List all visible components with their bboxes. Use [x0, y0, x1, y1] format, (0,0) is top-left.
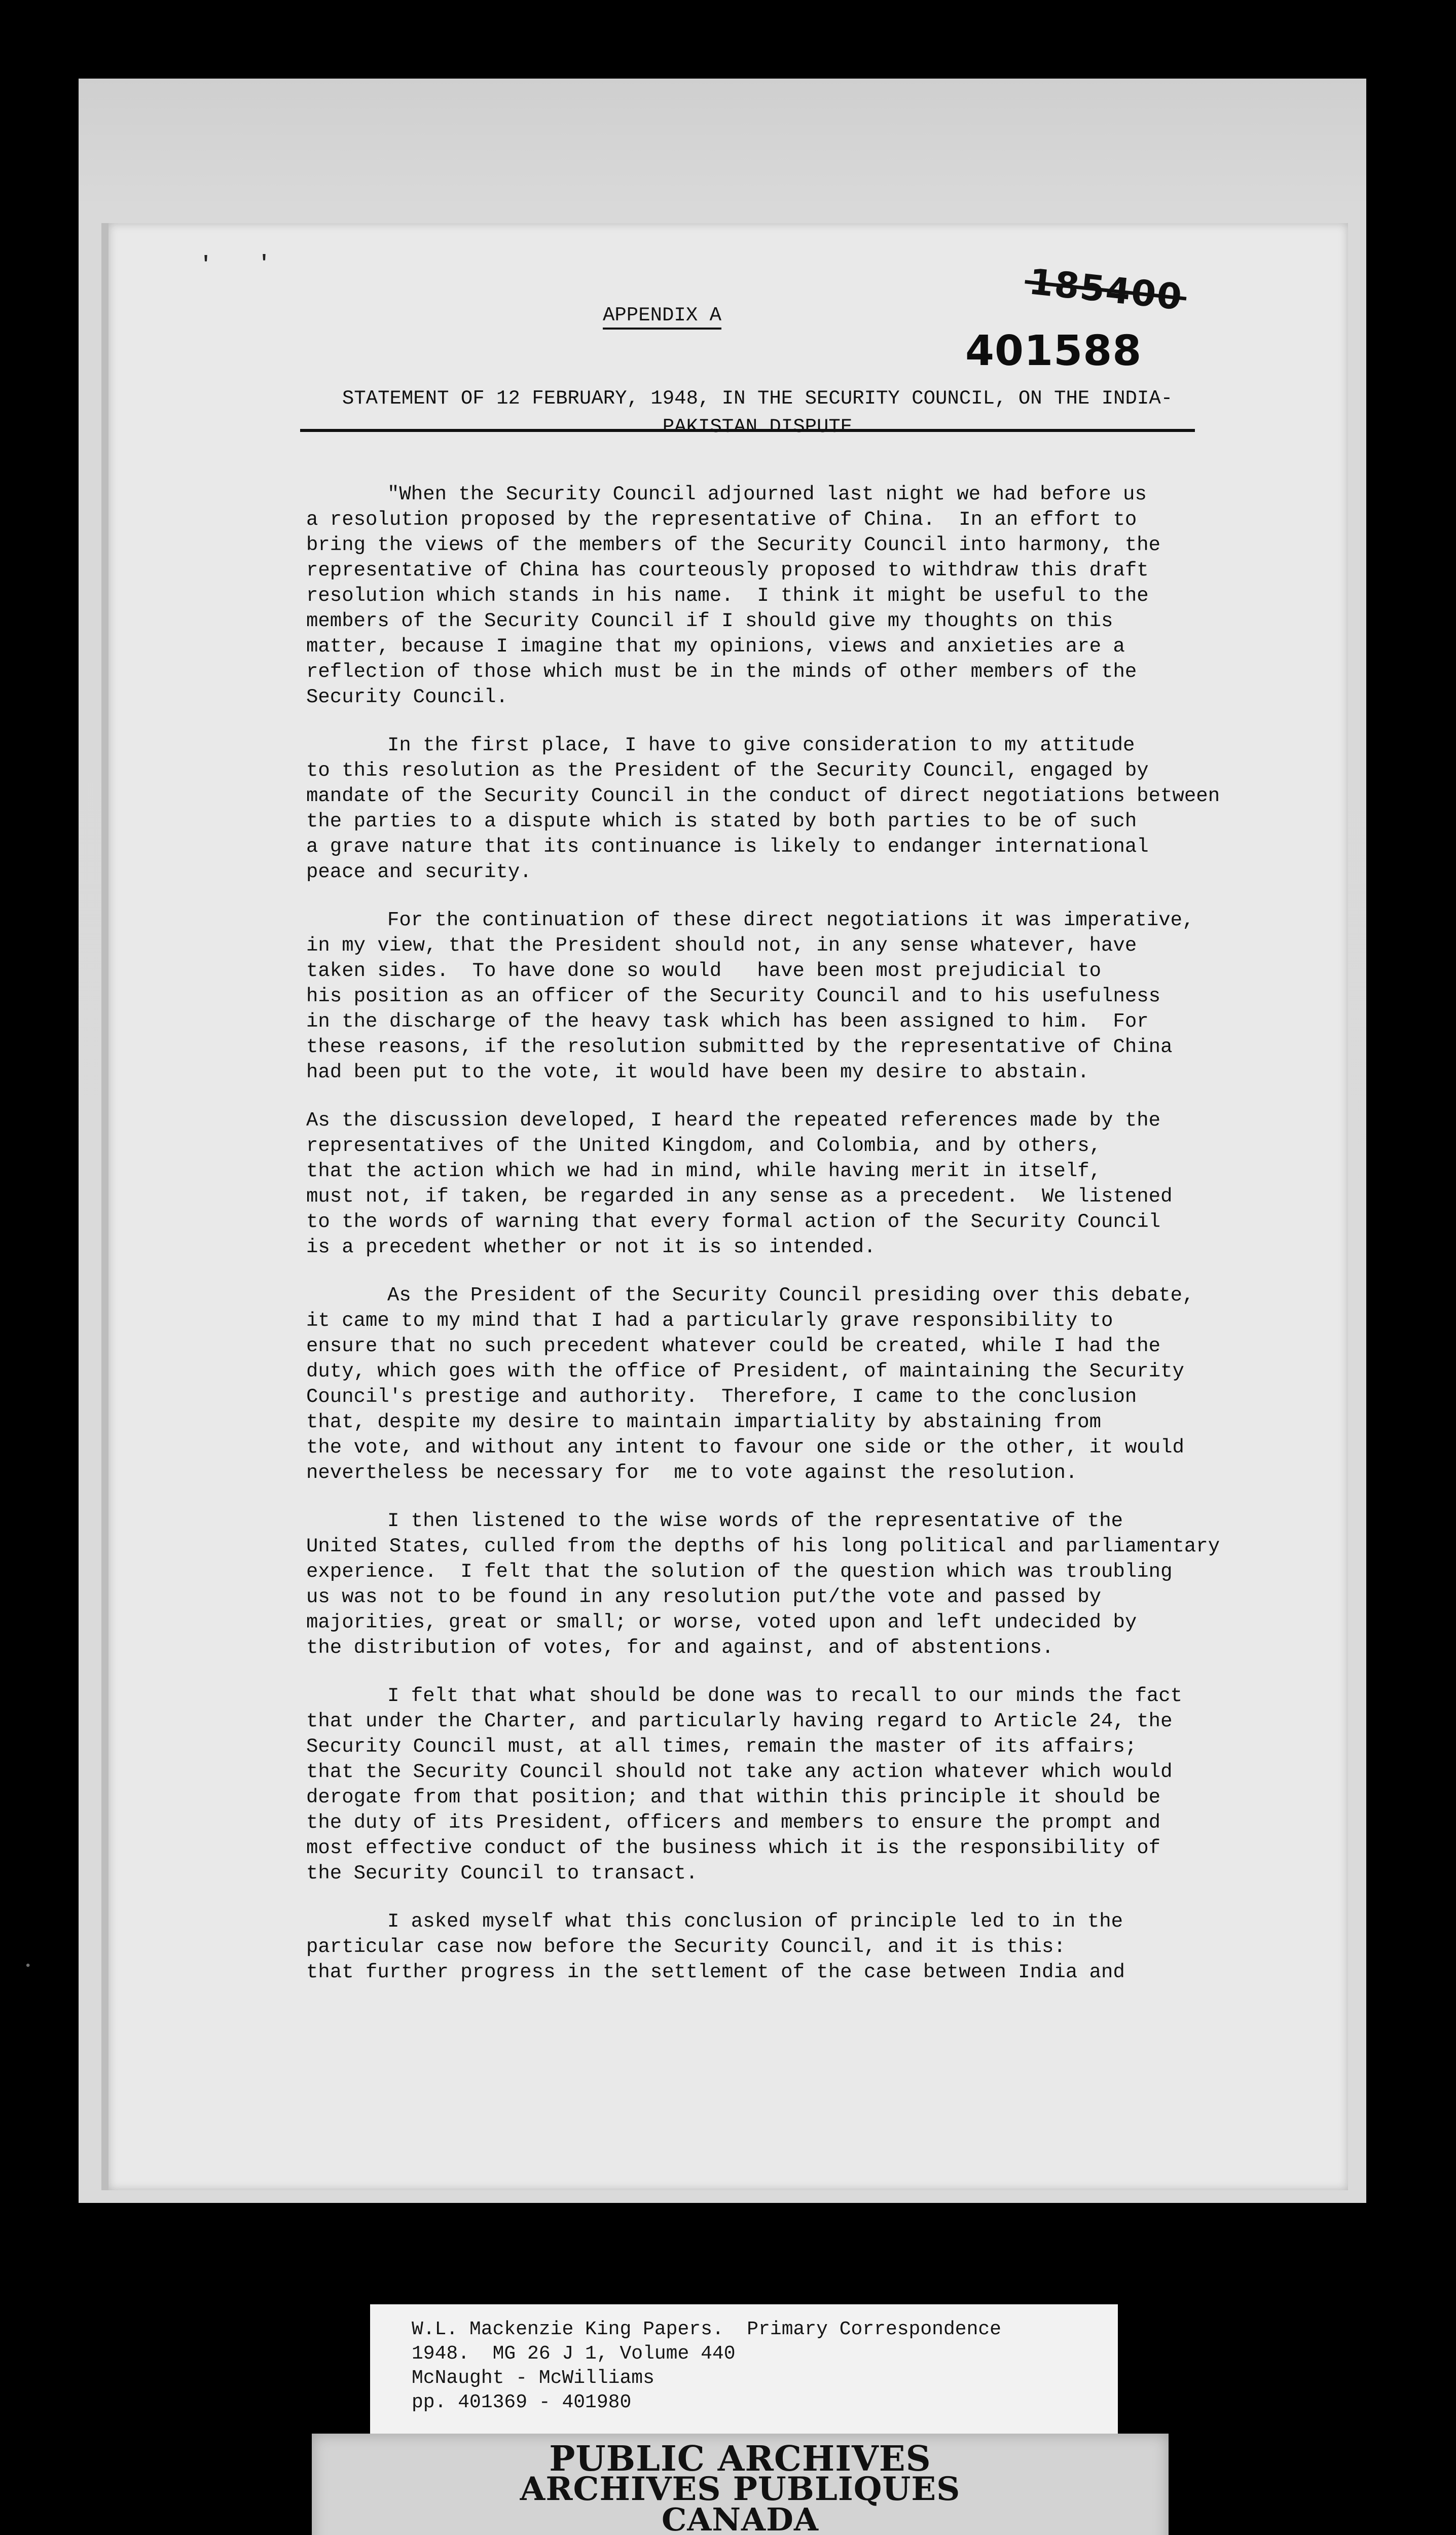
paragraph-line: Security Council.	[306, 686, 508, 708]
paragraph-line: his position as an officer of the Security Council and to his usefulness	[306, 985, 1161, 1007]
paragraph-line: in the discharge of the heavy task which has been assigned to him. For	[306, 1010, 1149, 1033]
paragraph-line: the parties to a dispute which is stated by both parties to be of such	[306, 810, 1137, 832]
paragraph-line: I felt that what should be done was to recall to our minds the fact	[387, 1685, 1183, 1707]
paragraph-line: resolution which stands in his name. I think it might be useful to the	[306, 585, 1149, 607]
document-number: 401588	[965, 327, 1142, 375]
paragraph-line: mandate of the Security Council in the conduct of direct negotiations between	[306, 785, 1220, 807]
paragraph-line: "When the Security Council adjourned last night we had before us	[387, 483, 1147, 505]
paragraph-line: that the action which we had in mind, while having merit in itself,	[306, 1160, 1102, 1182]
statement-heading-line: PAKISTAN DISPUTE	[662, 416, 853, 438]
paragraph-line: to the words of warning that every formal action of the Security Council	[306, 1211, 1161, 1233]
paragraph-line: bring the views of the members of the Security Council into harmony, the	[306, 534, 1161, 556]
paragraph-line: I asked myself what this conclusion of principle led to in the	[387, 1910, 1123, 1933]
archive-caption	[370, 2304, 1118, 2449]
paragraph-line: must not, if taken, be regarded in any sense as a precedent. We listened	[306, 1185, 1173, 1208]
paragraph-line: Security Council must, at all times, remain the master of its affairs;	[306, 1735, 1137, 1758]
paragraph-line: the distribution of votes, for and against, and of abstentions.	[306, 1637, 1054, 1659]
paragraph-line: that, despite my desire to maintain impartiality by abstaining from	[306, 1411, 1102, 1433]
paragraph-6	[306, 1508, 1290, 1660]
caption-line: 1948. MG 26 J 1, Volume 440	[412, 2343, 736, 2365]
paragraph-line: a resolution proposed by the representative of China. In an effort to	[306, 509, 1137, 531]
paragraph-line: most effective conduct of the business which it is the responsibility of	[306, 1837, 1161, 1859]
paragraph-line: In the first place, I have to give consideration to my attitude	[387, 734, 1135, 756]
statement-heading-line: STATEMENT OF 12 FEBRUARY, 1948, IN THE SECURITY COUNCIL, ON THE INDIA-	[342, 387, 1173, 410]
archive-stamp-line: ARCHIVES PUBLIQUES	[520, 2470, 961, 2508]
paragraph-line: in my view, that the President should not, in any sense whatever, have	[306, 934, 1137, 957]
statement-heading	[301, 384, 1214, 441]
paragraph-line: nevertheless be necessary for me to vote against the resolution.	[306, 1462, 1078, 1484]
paragraph-line: representatives of the United Kingdom, and Colombia, and by others,	[306, 1135, 1102, 1157]
paragraph-line: that further progress in the settlement of the case between India and	[306, 1961, 1125, 1983]
paragraph-4	[306, 1108, 1290, 1260]
paragraph-line: As the discussion developed, I heard the repeated references made by the	[306, 1109, 1161, 1132]
paragraph-line: matter, because I imagine that my opinions, views and anxieties are a	[306, 635, 1125, 658]
paragraph-line: us was not to be found in any resolution put/the vote and passed by	[306, 1586, 1102, 1608]
paragraph-line: members of the Security Council if I should give my thoughts on this	[306, 610, 1113, 632]
paragraph-line: to this resolution as the President of the Security Council, engaged by	[306, 759, 1149, 782]
paragraph-line: For the continuation of these direct negotiations it was imperative,	[387, 909, 1194, 931]
paragraph-line: Council's prestige and authority. Therefore, I came to the conclusion	[306, 1386, 1137, 1408]
paragraph-line: had been put to the vote, it would have been my desire to abstain.	[306, 1061, 1089, 1083]
statement-body	[306, 482, 1290, 2008]
page-mark: '	[200, 254, 212, 276]
paragraph-2	[306, 733, 1290, 885]
old-document-number: 185400	[1027, 261, 1185, 318]
caption-line: pp. 401369 - 401980	[412, 2392, 632, 2413]
paragraph-line: representative of China has courteously proposed to withdraw this draft	[306, 559, 1149, 582]
paragraph-line: taken sides. To have done so would have been most prejudicial to	[306, 960, 1102, 982]
paragraph-line: a grave nature that its continuance is likely to endanger international	[306, 836, 1149, 858]
archive-stamp	[312, 2434, 1169, 2535]
paragraph-line: is a precedent whether or not it is so intended.	[306, 1236, 876, 1258]
paragraph-line: majorities, great or small; or worse, voted upon and left undecided by	[306, 1611, 1137, 1634]
paragraph-line: I then listened to the wise words of the representative of the	[387, 1510, 1123, 1532]
paragraph-1	[306, 482, 1290, 710]
paragraph-8	[306, 1909, 1290, 1985]
archive-stamp-line: PUBLIC ARCHIVES	[549, 2439, 931, 2479]
paragraph-line: the vote, and without any intent to favour one side or the other, it would	[306, 1436, 1184, 1459]
paragraph-line: derogate from that position; and that within this principle it should be	[306, 1786, 1161, 1808]
paragraph-line: that under the Charter, and particularly having regard to Article 24, the	[306, 1710, 1173, 1732]
paragraph-3	[306, 908, 1290, 1085]
appendix-title: APPENDIX A	[603, 304, 721, 330]
caption-line: W.L. Mackenzie King Papers. Primary Correspondence	[412, 2319, 1001, 2340]
paragraph-line: experience. I felt that the solution of the question which was troubling	[306, 1561, 1173, 1583]
paragraph-5	[306, 1283, 1290, 1486]
paragraph-line: duty, which goes with the office of President, of maintaining the Security	[306, 1360, 1184, 1383]
paragraph-line: As the President of the Security Council presiding over this debate,	[387, 1284, 1194, 1307]
paragraph-line: peace and security.	[306, 861, 532, 883]
paragraph-line: that the Security Council should not take any action whatever which would	[306, 1761, 1173, 1783]
paragraph-line: particular case now before the Security Council, and it is this:	[306, 1936, 1066, 1958]
paragraph-line: reflection of those which must be in the minds of other members of the	[306, 661, 1137, 683]
paragraph-7	[306, 1683, 1290, 1886]
paragraph-line: ensure that no such precedent whatever could be created, while I had the	[306, 1335, 1161, 1357]
page-mark: '	[258, 252, 271, 275]
caption-text	[412, 2317, 1001, 2415]
paragraph-line: the Security Council to transact.	[306, 1862, 698, 1885]
paragraph-line: United States, culled from the depths of his long political and parliamentary	[306, 1535, 1220, 1558]
archive-stamp-line: CANADA	[661, 2501, 819, 2535]
page-content	[108, 223, 1348, 2190]
document-page	[101, 223, 1348, 2190]
scan-speck: •	[24, 1960, 32, 1973]
heading-rule	[300, 429, 1195, 432]
paragraph-line: these reasons, if the resolution submitted by the representative of China	[306, 1036, 1173, 1058]
paragraph-line: the duty of its President, officers and members to ensure the prompt and	[306, 1812, 1161, 1834]
paragraph-line: it came to my mind that I had a particularly grave responsibility to	[306, 1310, 1113, 1332]
caption-line: McNaught - McWilliams	[412, 2367, 654, 2389]
